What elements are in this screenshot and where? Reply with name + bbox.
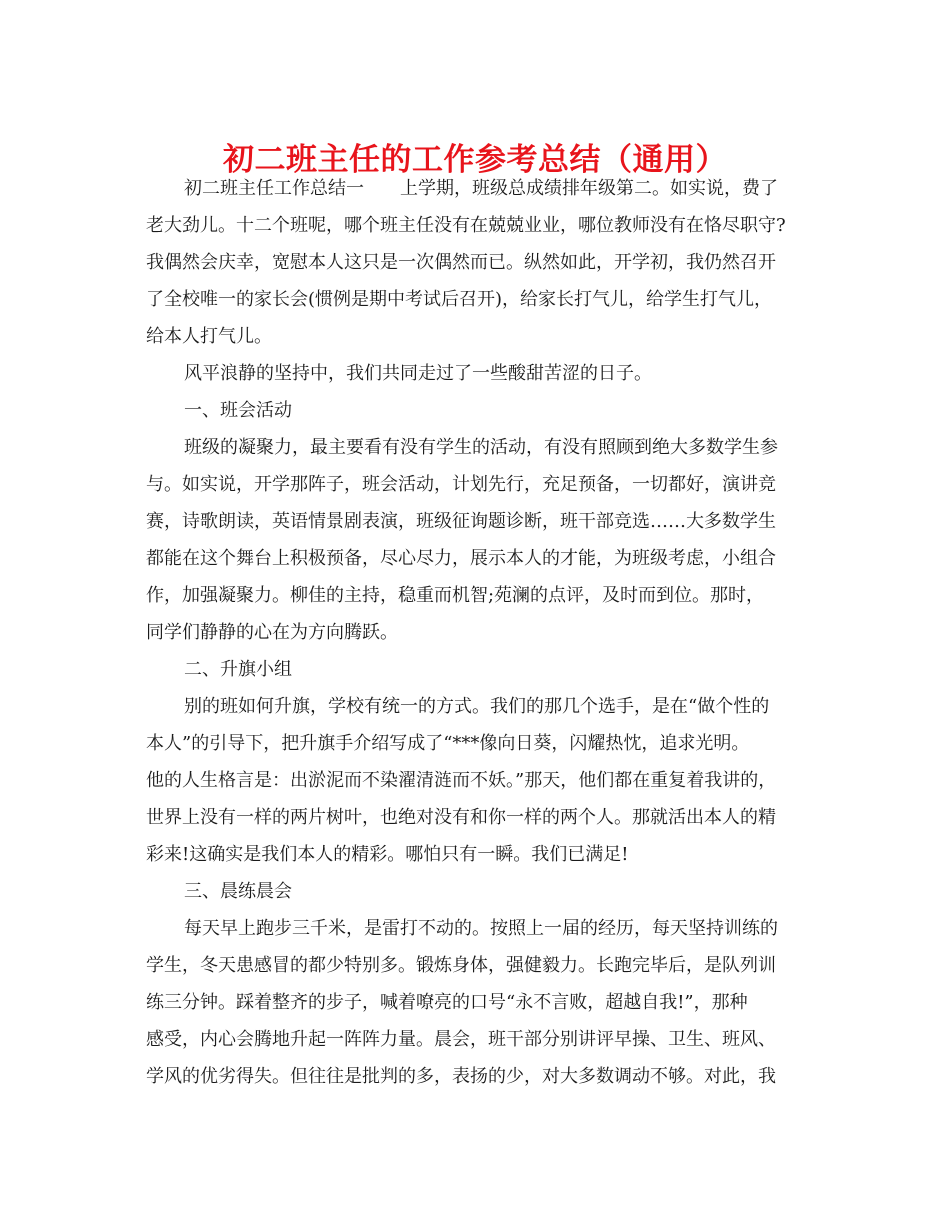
paragraph-line: 别的班如何升旗，学校有统一的方式。我们的那几个选手，是在“做个性的 <box>184 696 770 717</box>
paragraph-line: 风平浪静的坚持中，我们共同走过了一些酸甜苦涩的日子。 <box>184 363 652 384</box>
paragraph-line: 世界上没有一样的两片树叶，也绝对没有和你一样的两个人。那就活出本人的精 <box>146 807 776 828</box>
section-heading: 二、升旗小组 <box>184 659 292 680</box>
paragraph-line: 老大劲儿。十二个班呢，哪个班主任没有在兢兢业业，哪位教师没有在恪尽职守? <box>146 215 786 236</box>
paragraph-line: 与。如实说，开学那阵子，班会活动，计划先行，充足预备，一切都好，演讲竞 <box>146 474 776 495</box>
paragraph-line: 学生，冬天患感冒的都少特别多。锻炼身体，强健毅力。长跑完毕后，是队列训 <box>146 955 776 976</box>
section-heading: 三、晨练晨会 <box>184 881 292 902</box>
paragraph-line: 作，加强凝聚力。柳佳的主持，稳重而机智;苑澜的点评，及时而到位。那时， <box>146 585 765 606</box>
paragraph-line: 我偶然会庆幸，宽慰本人这只是一次偶然而已。纵然如此，开学初，我仍然召开 <box>146 252 776 273</box>
paragraph-line: 彩来!这确实是我们本人的精彩。哪怕只有一瞬。我们已满足! <box>146 844 629 865</box>
paragraph-line: 赛，诗歌朗读，英语情景剧表演，班级征询题诊断，班干部竞选……大多数学生 <box>146 511 776 532</box>
paragraph-line: 练三分钟。踩着整齐的步子，喊着嘹亮的口号“永不言败，超越自我!”，那种 <box>146 992 748 1013</box>
paragraph-line: 了全校唯一的家长会(惯例是期中考试后召开)，给家长打气儿，给学生打气儿， <box>146 289 773 310</box>
section-heading: 一、班会活动 <box>184 400 292 421</box>
document-title: 初二班主任的工作参考总结（通用） <box>223 142 727 178</box>
paragraph-line: 班级的凝聚力，最主要看有没有学生的活动，有没有照顾到绝大多数学生参 <box>184 437 778 458</box>
paragraph-line: 本人”的引导下，把升旗手介绍写成了“***像向日葵，闪耀热忱，追求光明。 <box>146 733 750 754</box>
paragraph-line: 他的人生格言是：出淤泥而不染濯清涟而不妖。”那天，他们都在重复着我讲的， <box>146 770 777 791</box>
paragraph-line: 给本人打气儿。 <box>146 326 272 347</box>
paragraph-line: 学风的优劣得失。但往往是批判的多，表扬的少，对大多数调动不够。对此，我 <box>146 1066 776 1087</box>
paragraph-line: 同学们静静的心在为方向腾跃。 <box>146 622 398 643</box>
paragraph-line: 都能在这个舞台上积极预备，尽心尽力，展示本人的才能，为班级考虑，小组合 <box>146 548 776 569</box>
paragraph-line: 初二班主任工作总结一 上学期，班级总成绩排年级第二。如实说，费了 <box>184 178 778 199</box>
paragraph-line: 感受，内心会腾地升起一阵阵力量。晨会，班干部分别讲评早操、卫生、班风、 <box>146 1029 776 1050</box>
paragraph-line: 每天早上跑步三千米，是雷打不动的。按照上一届的经历，每天坚持训练的 <box>184 918 778 939</box>
